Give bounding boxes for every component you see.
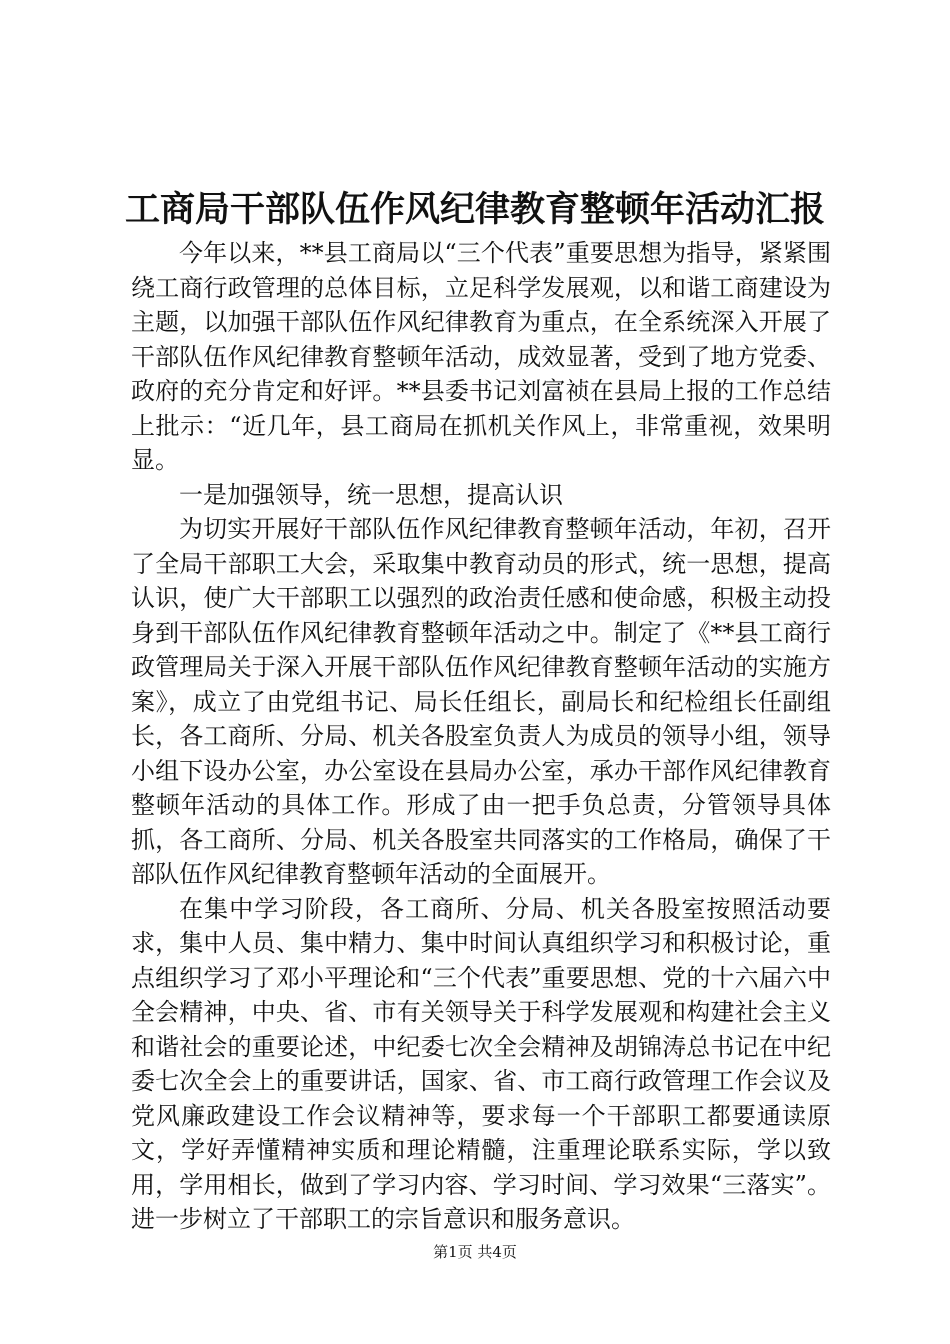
- page-footer: 第1页 共4页: [433, 1243, 517, 1261]
- paragraph-study: 在集中学习阶段，各工商所、分局、机关各股室按照活动要求，集中人员、集中精力、集中时间认真组织学习和积极讨论，重点组织学习了邓小平理论和“三个代表”重要思想、党的十六届六中全会精神，中央、省、市有关领导关于科学发展观和构建社会主义和谐社会的重要论述，中纪委七次全会精神及胡锦涛总书记在中纪委七次全会上的重要讲话，国家、省、市工商行政管理工作会议及党风廉政建设工作会议精神等，要求每一个干部职工都要通读原文，学好弄懂精神实质和理论精髓，注重理论联系实际，学以致用，学用相长，做到了学习内容、学习时间、学习效果“三落实”。进一步树立了干部职工的宗旨意识和服务意识。: [131, 894, 831, 1233]
- section-heading-1: 一是加强领导，统一思想，提高认识: [179, 480, 563, 509]
- paragraph-intro: 今年以来，**县工商局以“三个代表”重要思想为指导，紧紧围绕工商行政管理的总体目标，立足科学发展观，以和谐工商建设为主题，以加强干部队伍作风纪律教育为重点，在全系统深入开展了干部队伍作风纪律教育整顿年活动，成效显著，受到了地方党委、政府的充分肯定和好评。**县委书记刘富祯在县局上报的工作总结上批示：“近几年，县工商局在抓机关作风上，非常重视，效果明显。: [131, 239, 831, 474]
- document-title: 工商局干部队伍作风纪律教育整顿年活动汇报: [124, 190, 825, 230]
- document-body: [131, 236, 831, 1237]
- paragraph-leadership: 为切实开展好干部队伍作风纪律教育整顿年活动，年初，召开了全局干部职工大会，采取集中教育动员的形式，统一思想，提高认识，使广大干部职工以强烈的政治责任感和使命感，积极主动投身到干部队伍作风纪律教育整顿年活动之中。制定了《**县工商行政管理局关于深入开展干部队伍作风纪律教育整顿年活动的实施方案》，成立了由党组书记、局长任组长，副局长和纪检组长任副组长，各工商所、分局、机关各股室负责人为成员的领导小组，领导小组下设办公室，办公室设在县局办公室，承办干部作风纪律教育整顿年活动的具体工作。形成了由一把手负总责，分管领导具体抓，各工商所、分局、机关各股室共同落实的工作格局，确保了干部队伍作风纪律教育整顿年活动的全面展开。: [131, 515, 831, 888]
